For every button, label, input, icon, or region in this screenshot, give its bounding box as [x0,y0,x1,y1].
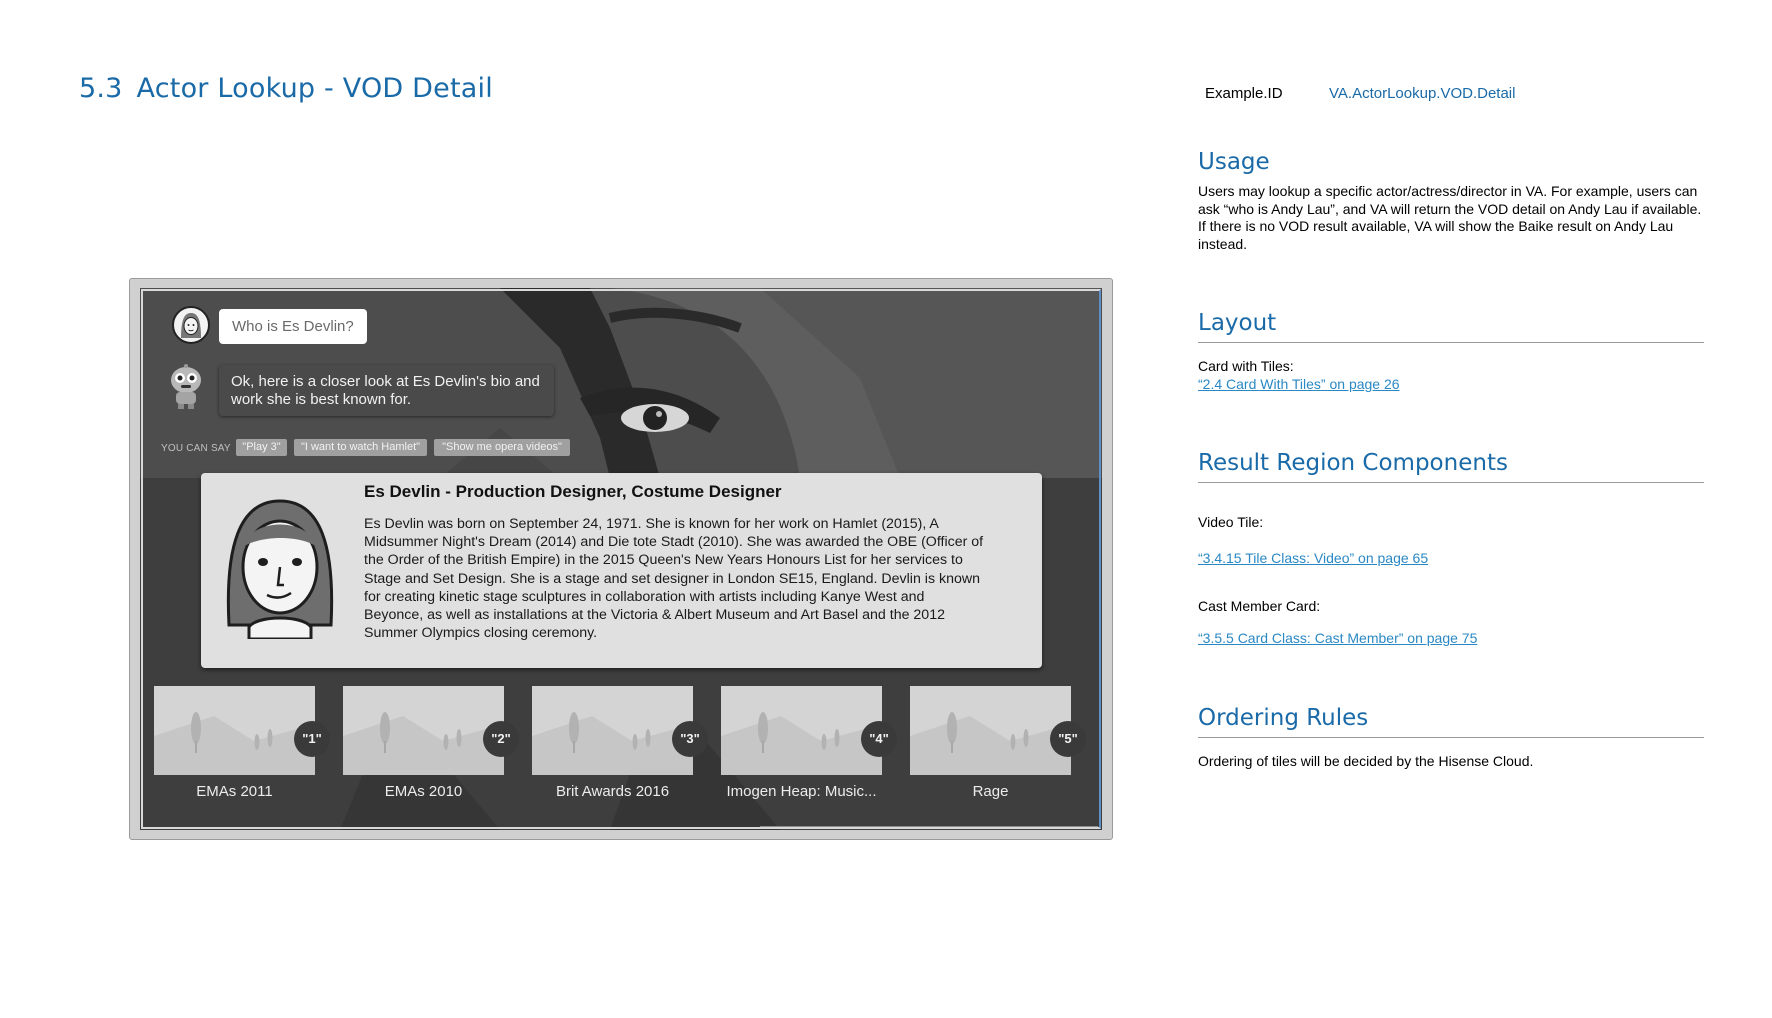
ordering-section [1198,705,1706,771]
you-can-say-label: YOU CAN SAY [161,443,231,454]
layout-heading: Layout [1198,310,1277,336]
suggestion-chip[interactable]: "Play 3" [236,439,287,456]
section-title: Actor Lookup - VOD Detail [136,73,493,104]
tile-number-badge: "2" [483,721,519,757]
tv-scrollbar[interactable] [760,826,1098,829]
tile-number-badge: "1" [294,721,330,757]
user-face-icon [174,308,208,342]
result-region-heading: Result Region Components [1198,450,1508,476]
tile-label: EMAs 2010 [384,783,463,800]
cast-member-card[interactable] [201,473,1042,668]
usage-text: Users may lookup a specific actor/actress/director in VA. For example, users can ask “who is Andy Lau”, and VA will return the VOD detail on Andy Lau if available. If there is no VOD result available, VA will show the Baike result on Andy Lau instead. [1198,183,1702,252]
suggestion-chip[interactable]: "I want to watch Hamlet" [294,439,427,456]
tile-label: EMAs 2011 [196,783,273,800]
tv-screen [140,288,1102,830]
tile-thumbnail [154,686,315,775]
tile-number-badge: "5" [1050,721,1086,757]
cast-card-label: Cast Member Card: [1198,597,1321,614]
layout-divider [1198,342,1704,343]
tile-thumbnail [721,686,882,775]
tv-mockup [129,278,1113,840]
cast-card-title: Es Devlin - Production Designer, Costume Designer [364,482,782,501]
ordering-divider [1198,737,1704,738]
page-title [79,73,493,104]
ordering-heading: Ordering Rules [1198,705,1369,731]
tile-number-badge: "4" [861,721,897,757]
result-region-section [1198,450,1706,648]
card-with-tiles-link[interactable]: “2.4 Card With Tiles” on page 26 [1198,375,1400,392]
tile-label: Brit Awards 2016 [555,783,670,800]
layout-section [1198,310,1706,394]
layout-item-label: Card with Tiles: [1198,358,1294,374]
tile-thumbnail [343,686,504,775]
suggestion-chip[interactable]: "Show me opera videos" [434,439,570,456]
tile-number-badge: "3" [672,721,708,757]
usage-section [1198,149,1706,253]
user-avatar [172,306,210,344]
ordering-text: Ordering of tiles will be decided by the Hisense Cloud. [1198,753,1534,769]
tile-label: Rage [972,783,1009,800]
cast-card-bio: Es Devlin was born on September 24, 1971. She is known for her work on Hamlet (2015), A Midsummer Night's Dream (2014) and Die tote Stadt (2010). She was awarded the OBE (Officer of the Order of the British Empire) in the 2015 Queen's New Years Honours List for her services to Stage and Set Design. She is a stage and set designer in London SE15, England. Devlin is known for creating kinetic stage sculptures in collaboration with artists including Kanye West and Beyonce, as well as installations at the Victoria & Albert Museum and Art Basel and the 2012 Summer Olympics closing ceremony. [364,516,984,642]
usage-heading: Usage [1198,149,1270,175]
cast-card-link[interactable]: “3.5.5 Card Class: Cast Member” on page 75 [1198,630,1478,646]
cast-portrait-icon [221,487,339,639]
user-query-bubble: Who is Es Devlin? [219,309,367,344]
example-id-value: VA.ActorLookup.VOD.Detail [1329,85,1516,102]
tile-thumbnail [532,686,693,775]
example-id-label: Example.ID [1205,85,1283,102]
va-reply-bubble: Ok, here is a closer look at Es Devlin's bio and work she is best known for. [219,365,554,416]
video-tile-label: Video Tile: [1198,514,1264,530]
video-tile-link[interactable]: “3.4.15 Tile Class: Video” on page 65 [1198,549,1429,566]
va-bot-icon [164,362,208,410]
result-region-divider [1198,482,1704,483]
tile-label: Imogen Heap: Music... [726,783,877,800]
section-number: 5.3 [79,73,123,104]
tile-thumbnail [910,686,1071,775]
